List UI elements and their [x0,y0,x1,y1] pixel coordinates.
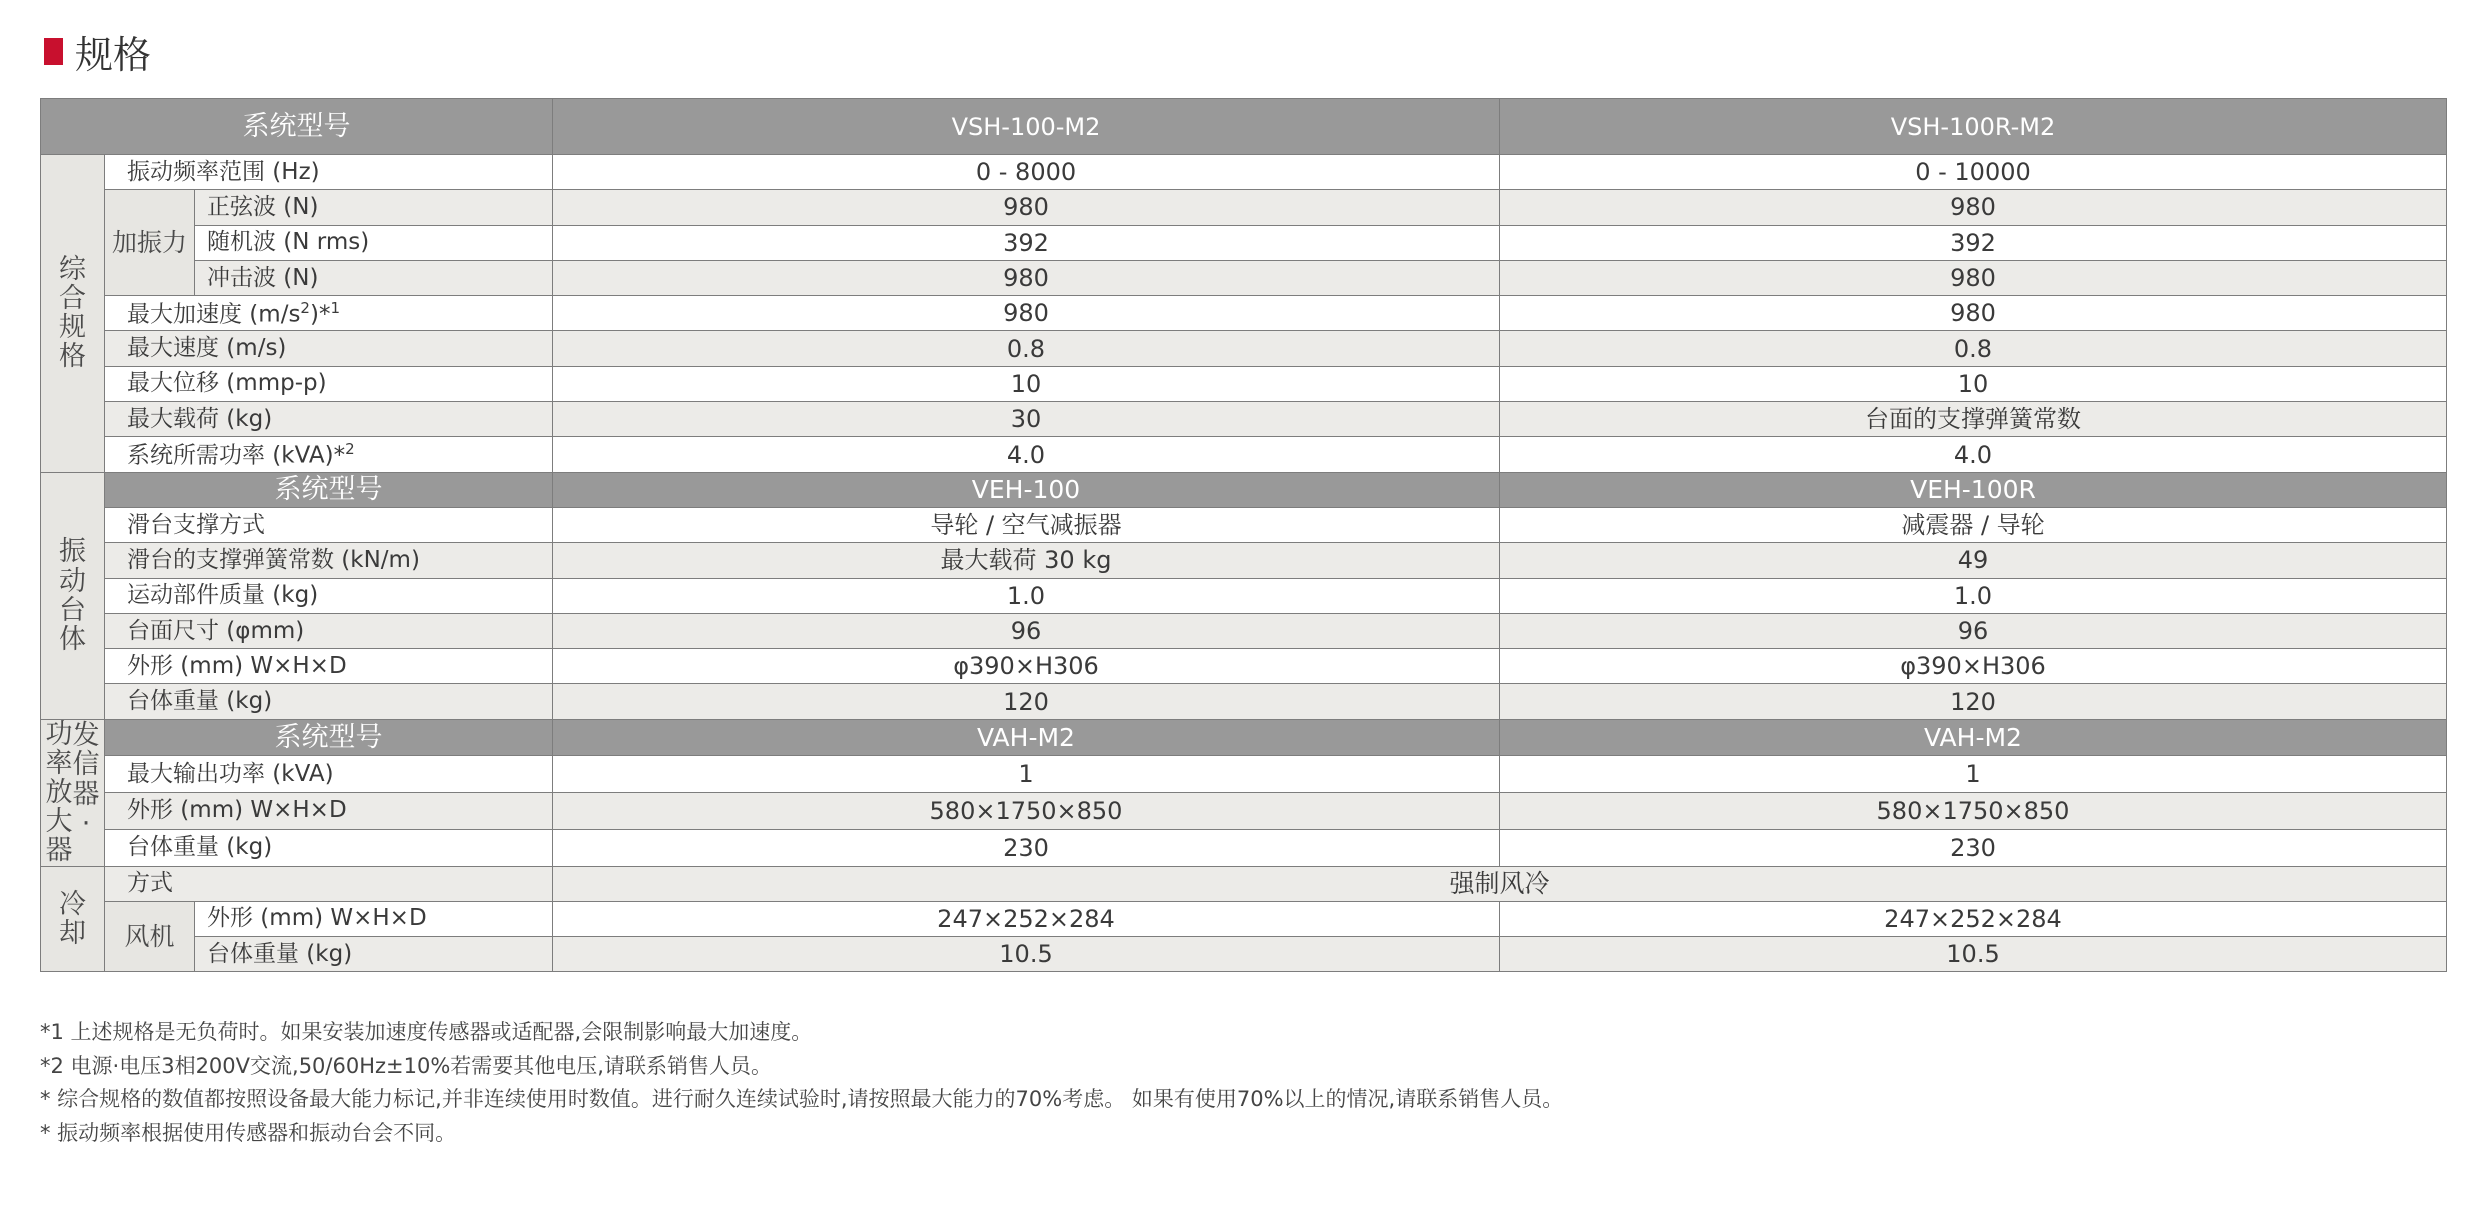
cell-value: 96 [553,613,1500,648]
group-shaker-body: 振动台体 [41,472,105,719]
table-row [41,793,2447,830]
cell-value: 580×1750×850 [553,793,1500,830]
cell-value: 0 - 8000 [553,155,1500,190]
table-row [41,190,2447,225]
section-title [44,24,151,79]
cell-value: 1 [1500,756,2447,793]
row-label: 最大位移 (mmp-p) [105,366,553,401]
row-label: 台体重量 (kg) [105,829,553,866]
row-label: 外形 (mm) W×H×D [105,649,553,684]
group-general-spec: 综合规格 [41,155,105,473]
cell-value: 247×252×284 [1500,901,2447,936]
row-label: 方式 [105,866,553,901]
table-subheader-row [41,472,2447,507]
section-title-text: 规格 [75,33,152,77]
table-row [41,613,2447,648]
subheader-col2: VAH-M2 [1500,719,2447,756]
cell-value: 10.5 [1500,937,2447,972]
subheader-col2: VEH-100R [1500,472,2447,507]
cell-value: 强制风冷 [553,866,2447,901]
table-row [41,296,2447,331]
row-label: 正弦波 (N) [195,190,553,225]
row-label: 系统所需功率 (kVA)*$^2$ [105,437,553,472]
footnotes [40,1016,1563,1150]
row-label: 运动部件质量 (kg) [105,578,553,613]
red-square-icon [44,38,63,65]
cell-value: 1.0 [553,578,1500,613]
table-row [41,437,2447,472]
row-label: 振动频率范围 (Hz) [105,155,553,190]
table-row [41,578,2447,613]
cell-value: 4.0 [553,437,1500,472]
cell-value: φ390×H306 [553,649,1500,684]
row-label: 最大输出功率 (kVA) [105,756,553,793]
cell-value: 247×252×284 [553,901,1500,936]
row-label: 最大载荷 (kg) [105,402,553,437]
subheader-col1: VAH-M2 [553,719,1500,756]
table-row [41,507,2447,542]
cell-value: 10.5 [553,937,1500,972]
row-label: 台体重量 (kg) [195,937,553,972]
row-label: 台体重量 (kg) [105,684,553,719]
table-row [41,901,2447,936]
cell-value: 49 [1500,543,2447,578]
cell-value: 230 [1500,829,2447,866]
row-label: 台面尺寸 (φmm) [105,613,553,648]
cell-value: 30 [553,402,1500,437]
row-label: 滑台支撑方式 [105,507,553,542]
subheader-col1: VEH-100 [553,472,1500,507]
table-row [41,155,2447,190]
header-model-label: 系统型号 [41,99,553,155]
cell-value: 最大载荷 30 kg [553,543,1500,578]
table-row [41,260,2447,295]
group-force: 加振力 [105,190,195,296]
row-label: 冲击波 (N) [195,260,553,295]
cell-value: 导轮 / 空气减振器 [553,507,1500,542]
cell-value: 980 [1500,260,2447,295]
cell-value: 392 [553,225,1500,260]
header-col2: VSH-100R-M2 [1500,99,2447,155]
group-cooling: 冷却 [41,866,105,972]
footnote: *1 上述规格是无负荷时。如果安装加速度传感器或适配器,会限制影响最大加速度。 [40,1020,813,1044]
cell-value: 10 [553,366,1500,401]
table-row [41,225,2447,260]
cell-value: φ390×H306 [1500,649,2447,684]
header-col1: VSH-100-M2 [553,99,1500,155]
cell-value: 1.0 [1500,578,2447,613]
group-power-amplifier: 功率放大器 发信器· [41,719,105,866]
cell-value: 0 - 10000 [1500,155,2447,190]
row-label: 最大加速度 $(m/s^2)*^1$ [105,296,553,331]
footnote: *2 电源·电压3相200V交流,50/60Hz±10%若需要其他电压,请联系销售人员。 [40,1053,772,1078]
table-row [41,331,2447,366]
spec-table [40,98,2447,972]
table-row [41,756,2447,793]
table-row [41,649,2447,684]
cell-value: 0.8 [553,331,1500,366]
row-label: 外形 (mm) W×H×D [195,901,553,936]
cell-value: 台面的支撑弹簧常数 [1500,402,2447,437]
row-label: 滑台的支撑弹簧常数 (kN/m) [105,543,553,578]
row-label: 外形 (mm) W×H×D [105,793,553,830]
row-label: 最大速度 (m/s) [105,331,553,366]
table-row [41,366,2447,401]
footnote: * 综合规格的数值都按照设备最大能力标记,并非连续使用时数值。进行耐久连续试验时,请按照最大能力的70%考虑。 如果有使用70%以上的情况,请联系销售人员。 [40,1087,1564,1111]
cell-value: 0.8 [1500,331,2447,366]
subheader-model-label: 系统型号 [105,472,553,507]
table-header-row [41,99,2447,155]
row-label: 随机波 (N rms) [195,225,553,260]
cell-value: 580×1750×850 [1500,793,2447,830]
cell-value: 230 [553,829,1500,866]
table-row [41,684,2447,719]
cell-value: 4.0 [1500,437,2447,472]
cell-value: 980 [1500,190,2447,225]
subheader-model-label: 系统型号 [105,719,553,756]
cell-value: 减震器 / 导轮 [1500,507,2447,542]
table-subheader-row [41,719,2447,756]
table-row [41,402,2447,437]
table-row [41,829,2447,866]
cell-value: 10 [1500,366,2447,401]
cell-value: 120 [1500,684,2447,719]
table-row [41,937,2447,972]
cell-value: 980 [553,296,1500,331]
cell-value: 980 [553,260,1500,295]
cell-value: 1 [553,756,1500,793]
table-row [41,866,2447,901]
cell-value: 392 [1500,225,2447,260]
group-fan: 风机 [105,901,195,972]
table-row [41,543,2447,578]
footnote: * 振动频率根据使用传感器和振动台会不同。 [40,1120,457,1145]
cell-value: 980 [553,190,1500,225]
cell-value: 96 [1500,613,2447,648]
cell-value: 980 [1500,296,2447,331]
cell-value: 120 [553,684,1500,719]
